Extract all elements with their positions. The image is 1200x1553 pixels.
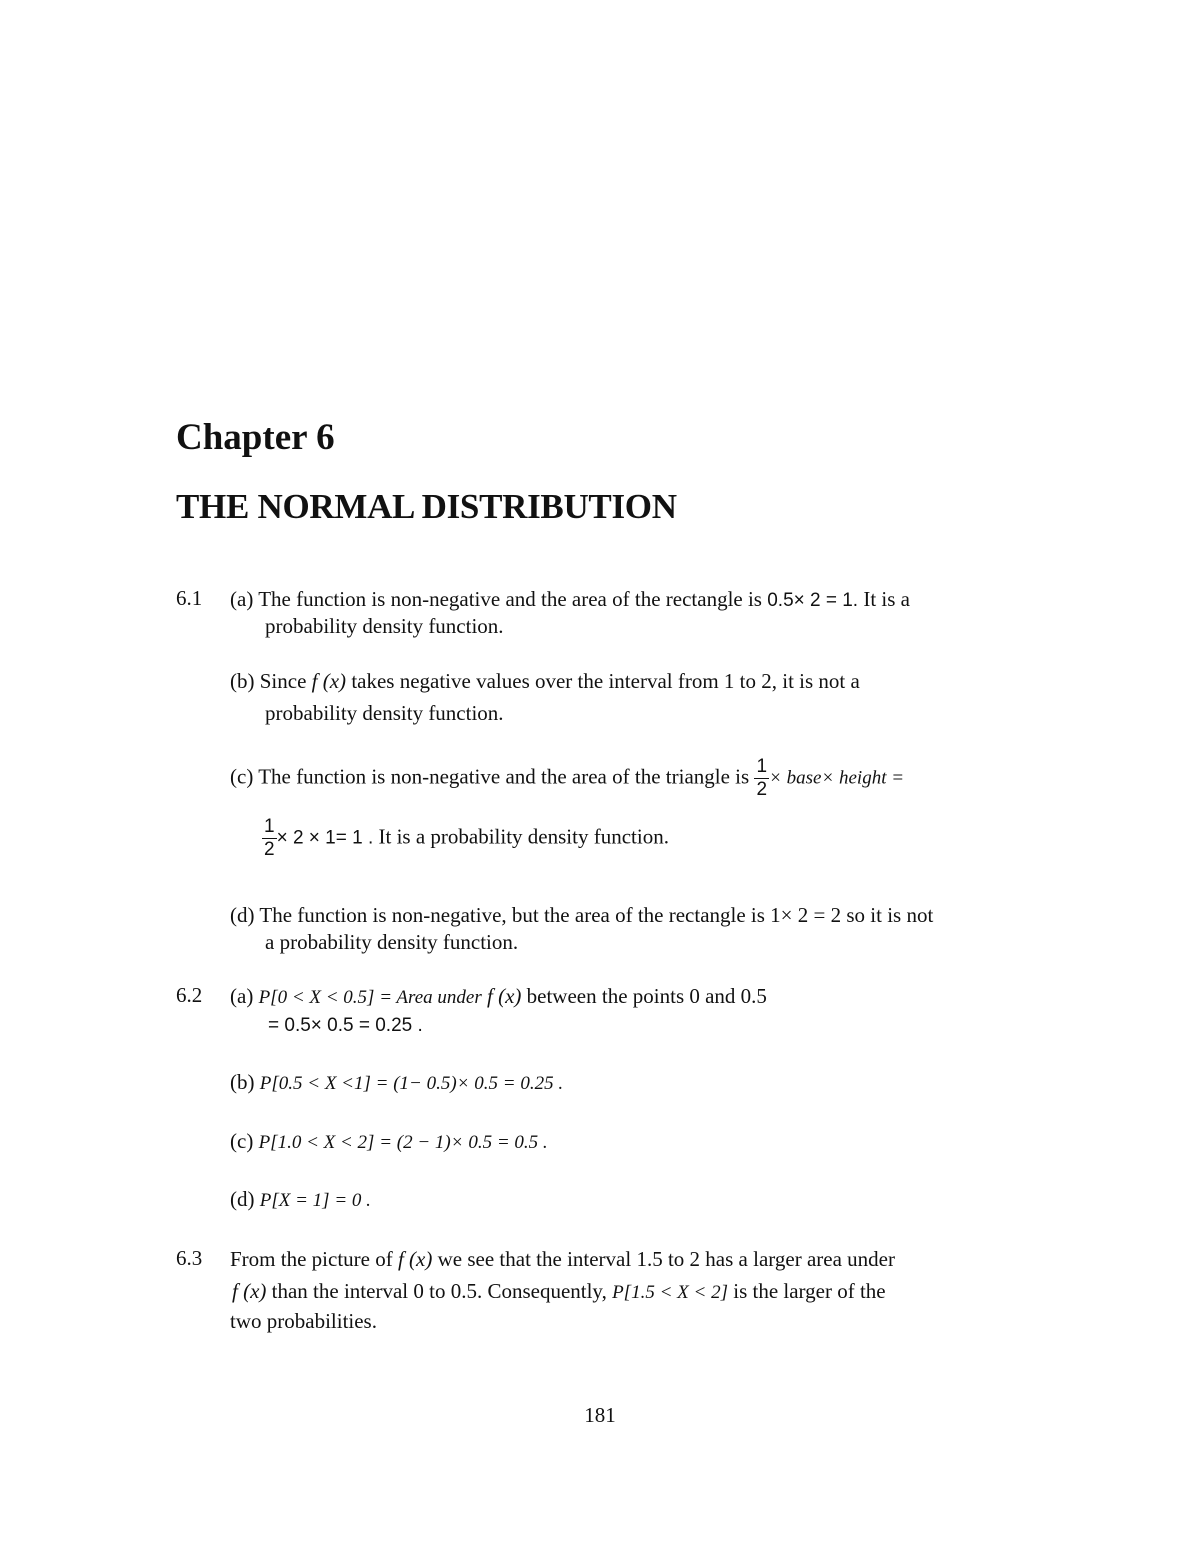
part-label: (b): [230, 669, 255, 693]
chapter-title: THE NORMAL DISTRIBUTION: [176, 487, 677, 526]
part-6-1-c-cont: [262, 816, 669, 861]
problem-number-6-1: 6.1: [176, 586, 203, 610]
part-6-2-a-cont: = 0.5× 0.5 = 0.25 .: [268, 1015, 423, 1036]
part-6-1-b: [230, 668, 860, 694]
part-6-1-d-cont: a probability density function.: [265, 930, 519, 954]
text: between the points 0 and 0.5: [526, 984, 767, 1008]
part-6-1-d: [230, 902, 933, 928]
problem-number-6-3: 6.3: [176, 1246, 203, 1270]
part-label: (c): [230, 764, 254, 789]
fraction-one-half: $\frac{1}{2}$: [264, 816, 275, 860]
part-label: (d): [230, 1187, 255, 1211]
part-6-2-c: [230, 1128, 548, 1156]
problem-6-3-line2: [232, 1278, 886, 1306]
part-6-1-c: [230, 756, 904, 801]
text: is the larger of the: [733, 1279, 886, 1303]
part-label: (a): [230, 587, 254, 611]
function-fx: f (x): [487, 984, 522, 1008]
part-6-1-a-cont: probability density function.: [265, 614, 504, 638]
math: P[1.5 < X < 2]: [612, 1282, 728, 1303]
math: 0.5× 2 = 1.: [767, 590, 859, 611]
function-fx: f (x): [397, 1247, 433, 1271]
text: than the interval 0 to 0.5. Consequently,: [271, 1279, 607, 1303]
part-label: (a): [230, 984, 254, 1008]
part-6-2-a: [230, 983, 767, 1011]
chapter-heading: Chapter 6: [176, 417, 335, 458]
math: × base× height =: [769, 767, 905, 789]
math: P[0 < X < 0.5] = Area under: [258, 987, 482, 1008]
page-number: 181: [584, 1403, 616, 1427]
text: we see that the interval 1.5 to 2 has a larger area under: [437, 1247, 895, 1271]
problem-number-6-2: 6.2: [176, 983, 203, 1007]
text: takes negative values over the interval from 1 to 2, it is not a: [351, 669, 860, 693]
part-6-2-d: [230, 1186, 371, 1214]
math: P[1.0 < X < 2] = (2 − 1)× 0.5 = 0.5 .: [258, 1132, 548, 1153]
text: It is a: [863, 587, 910, 611]
math: P[X = 1] = 0 .: [259, 1190, 371, 1211]
part-label: (b): [230, 1070, 255, 1094]
math: × 2 × 1= 1 .: [276, 827, 374, 849]
text: The function is non-negative and the area of the triangle is: [258, 764, 750, 789]
text: It is a probability density function.: [378, 824, 669, 849]
text: The function is non-negative, but the area of the rectangle is 1× 2 = 2 so it is not: [259, 903, 934, 927]
problem-6-3-line3: two probabilities.: [230, 1309, 377, 1333]
text: The function is non-negative and the area of the rectangle is: [258, 587, 762, 611]
problem-6-3-line1: [230, 1246, 895, 1272]
text: Since: [259, 669, 307, 693]
part-6-1-a: [230, 586, 910, 614]
part-label: (d): [230, 903, 255, 927]
part-6-2-b: [230, 1069, 563, 1097]
math: P[0.5 < X <1] = (1− 0.5)× 0.5 = 0.25 .: [259, 1073, 564, 1094]
part-label: (c): [230, 1129, 254, 1153]
fraction-one-half: $\frac{1}{2}$: [756, 756, 768, 800]
text: From the picture of: [230, 1247, 393, 1271]
function-fx: f (x): [232, 1279, 267, 1303]
part-6-1-b-cont: probability density function.: [265, 701, 504, 725]
function-fx: f (x): [311, 669, 347, 693]
